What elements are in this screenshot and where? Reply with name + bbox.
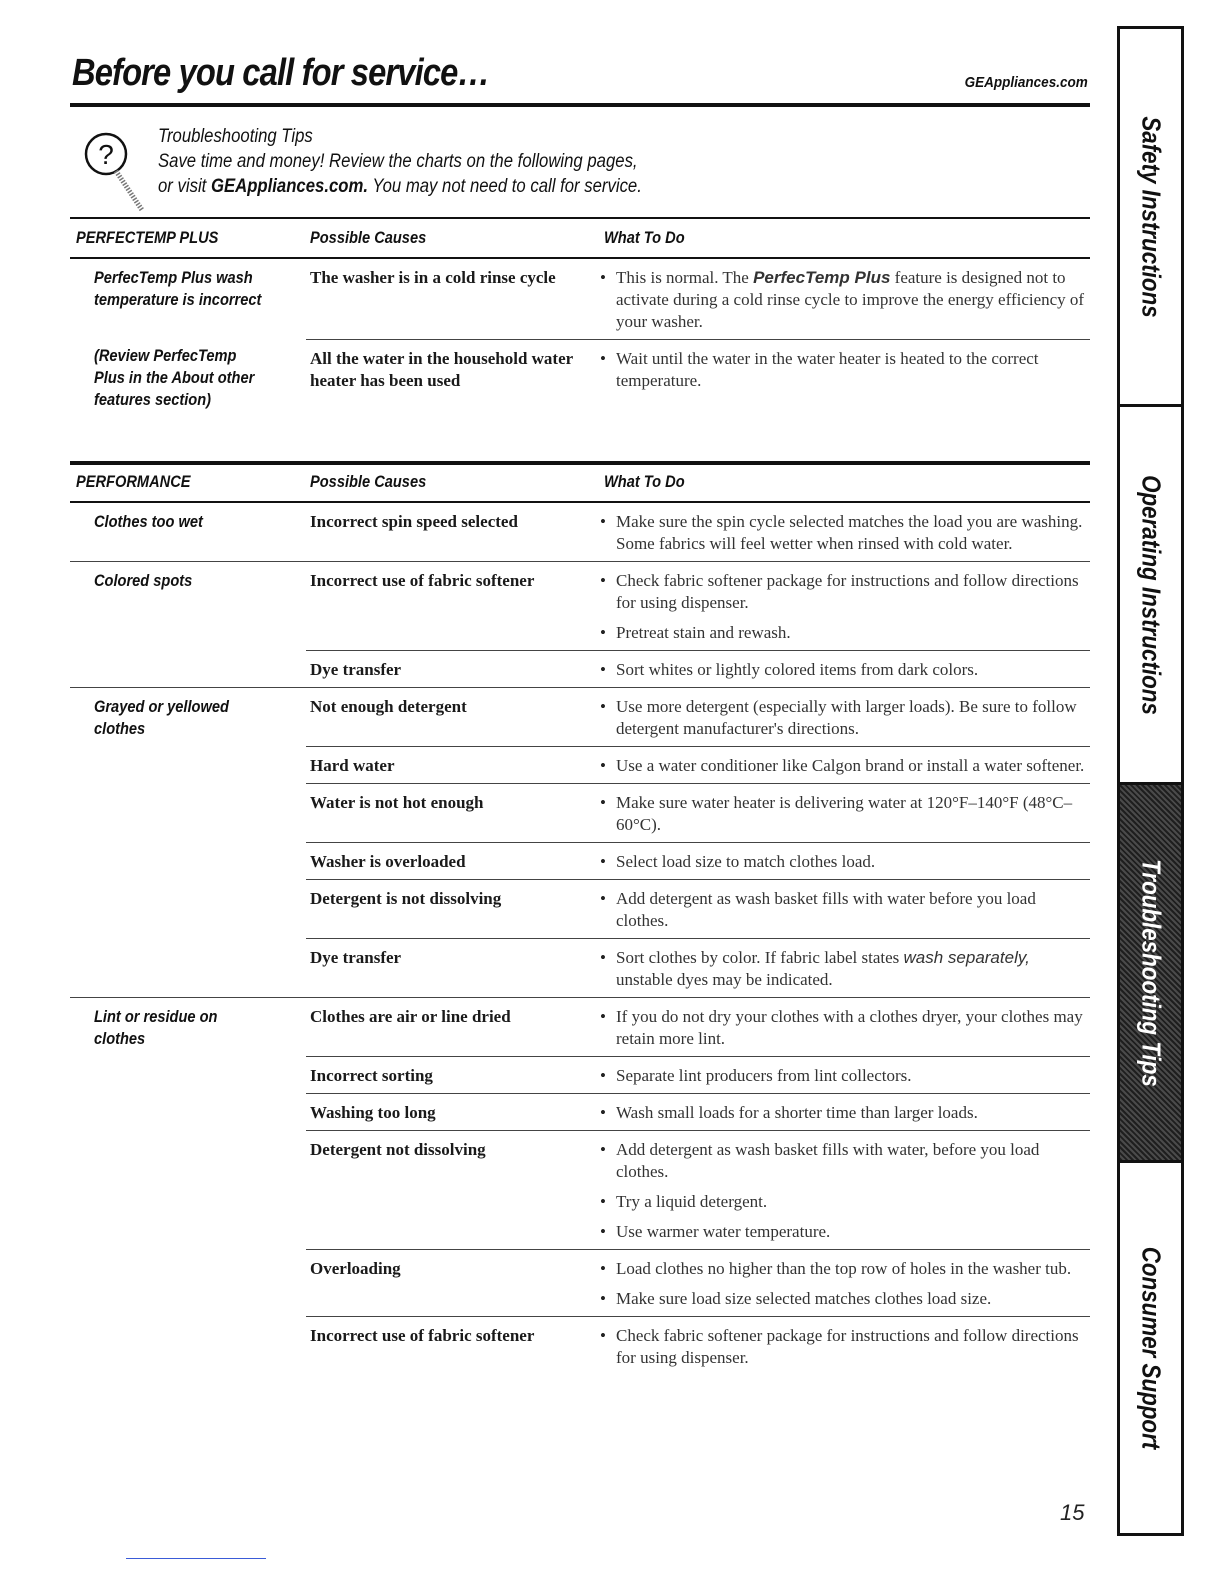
cause-text: Not enough detergent bbox=[310, 697, 467, 716]
action-list bbox=[596, 1317, 1090, 1375]
table-row bbox=[306, 1093, 1090, 1130]
action-item: • Sort whites or lightly colored items from dark colors. bbox=[596, 659, 1090, 681]
problem-note-line: features section) bbox=[94, 390, 212, 409]
table-row bbox=[306, 1316, 1090, 1375]
causes-column-header: Possible Causes bbox=[310, 228, 427, 247]
table-row bbox=[306, 503, 1090, 561]
table-row bbox=[306, 688, 1090, 746]
title-rule bbox=[70, 103, 1090, 107]
question-mark-icon bbox=[82, 118, 152, 214]
action-item: • Use more detergent (especially with larger loads). Be sure to follow detergent manufacturer's directions. bbox=[596, 696, 1090, 740]
table-row bbox=[306, 1056, 1090, 1093]
table-row bbox=[306, 1249, 1090, 1316]
tab-consumer-support[interactable] bbox=[1120, 1163, 1181, 1533]
cause-text: All the water in the household water heater has been used bbox=[310, 349, 573, 390]
action-item: • Use warmer water temperature. bbox=[596, 1221, 1090, 1243]
table-row bbox=[306, 879, 1090, 938]
problem-line: Colored spots bbox=[94, 571, 193, 590]
cause-text: Dye transfer bbox=[310, 660, 402, 679]
table-row bbox=[306, 1130, 1090, 1249]
problem-label bbox=[94, 696, 283, 740]
problem-label bbox=[94, 1006, 283, 1050]
action-item: • Use a water conditioner like Calgon brand or install a water softener. bbox=[596, 755, 1090, 777]
action-text-segment: unstable dyes may be indicated. bbox=[616, 970, 833, 989]
tab-label: Troubleshooting Tips bbox=[1136, 858, 1166, 1087]
cause-text: Incorrect use of fabric softener bbox=[310, 571, 535, 590]
action-item: • Load clothes no higher than the top row of holes in the washer tub. bbox=[596, 1258, 1090, 1280]
action-list bbox=[596, 843, 1090, 879]
action-list bbox=[596, 503, 1090, 561]
cause-text: The washer is in a cold rinse cycle bbox=[310, 268, 556, 287]
table-row bbox=[306, 562, 1090, 650]
tab-label: Operating Instructions bbox=[1136, 474, 1166, 715]
problem-line: PerfecTemp Plus wash bbox=[94, 268, 253, 287]
tab-operating-instructions[interactable] bbox=[1120, 407, 1181, 785]
problem-label bbox=[94, 267, 283, 411]
action-item: • Check fabric softener package for instructions and follow directions for using dispenser. bbox=[596, 1325, 1090, 1369]
action-item: • If you do not dry your clothes with a clothes dryer, your clothes may retain more lint. bbox=[596, 1006, 1090, 1050]
table-row bbox=[306, 783, 1090, 842]
action-text-segment: feature is designed not to activate during a cold rinse cycle to improve the energy efficiency of your washer. bbox=[616, 268, 1085, 331]
action-list bbox=[596, 562, 1090, 650]
action-list bbox=[596, 1094, 1090, 1130]
emphasized-text: wash separately, bbox=[903, 948, 1030, 967]
tips-heading: Troubleshooting Tips bbox=[158, 126, 313, 147]
problem-label bbox=[94, 511, 283, 533]
action-list bbox=[596, 784, 1090, 842]
cause-text: Hard water bbox=[310, 756, 395, 775]
perfectemp-table bbox=[70, 217, 1090, 465]
problem-group bbox=[70, 259, 1090, 465]
table-row bbox=[306, 938, 1090, 997]
tips-line: Save time and money! Review the charts on the following pages, bbox=[158, 151, 638, 172]
tab-safety-instructions[interactable] bbox=[1120, 29, 1181, 407]
tips-text-segment: You may not need to call for service. bbox=[368, 176, 642, 197]
cause-text: Incorrect use of fabric softener bbox=[310, 1326, 535, 1345]
action-list bbox=[596, 340, 1090, 398]
section-tabs bbox=[1117, 26, 1184, 1536]
table-header bbox=[70, 461, 1090, 503]
action-item bbox=[596, 947, 1090, 991]
action-list bbox=[596, 939, 1090, 997]
causes-column-header: Possible Causes bbox=[310, 472, 427, 491]
action-list bbox=[596, 880, 1090, 938]
cause-text: Dye transfer bbox=[310, 948, 402, 967]
action-item: • Check fabric softener package for instructions and follow directions for using dispenser. bbox=[596, 570, 1090, 614]
cause-list bbox=[306, 688, 1090, 997]
cause-list bbox=[306, 562, 1090, 687]
tips-line bbox=[158, 174, 642, 199]
cause-text: Overloading bbox=[310, 1259, 401, 1278]
table-row bbox=[306, 842, 1090, 879]
cause-text: Detergent not dissolving bbox=[310, 1140, 486, 1159]
cause-text: Washer is overloaded bbox=[310, 852, 466, 871]
cause-text: Incorrect spin speed selected bbox=[310, 512, 518, 531]
performance-table-body bbox=[70, 503, 1090, 1375]
action-item: • Make sure the spin cycle selected matches the load you are washing. Some fabrics will feel wetter when rinsed with cold water. bbox=[596, 511, 1090, 555]
action-list bbox=[596, 688, 1090, 746]
cause-list bbox=[306, 503, 1090, 561]
tab-label: Safety Instructions bbox=[1136, 115, 1166, 318]
section-title: PERFORMANCE bbox=[76, 472, 191, 491]
performance-table bbox=[70, 461, 1090, 1375]
cause-text: Clothes are air or line dried bbox=[310, 1007, 511, 1026]
cause-text: Water is not hot enough bbox=[310, 793, 484, 812]
action-list bbox=[596, 1057, 1090, 1093]
action-item: • Make sure load size selected matches clothes load size. bbox=[596, 1288, 1090, 1310]
cause-text: Detergent is not dissolving bbox=[310, 889, 502, 908]
page-title: Before you call for service… bbox=[72, 52, 490, 94]
action-list bbox=[596, 998, 1090, 1056]
action-text-segment: Sort clothes by color. If fabric label states bbox=[616, 948, 904, 967]
problem-group bbox=[70, 503, 1090, 562]
problem-line: temperature is incorrect bbox=[94, 290, 262, 309]
problem-group bbox=[70, 562, 1090, 688]
table-row bbox=[306, 259, 1090, 339]
cause-list bbox=[306, 259, 1090, 463]
action-list bbox=[596, 259, 1090, 339]
table-header bbox=[70, 217, 1090, 259]
section-title: PERFECTEMP PLUS bbox=[76, 228, 219, 247]
tips-text-segment: or visit bbox=[158, 176, 211, 197]
tips-website-link[interactable]: GEAppliances.com. bbox=[210, 176, 369, 197]
tab-troubleshooting-tips[interactable] bbox=[1120, 785, 1181, 1163]
cause-text: Incorrect sorting bbox=[310, 1066, 433, 1085]
action-list bbox=[596, 651, 1090, 687]
tab-label: Consumer Support bbox=[1136, 1246, 1166, 1450]
table-row bbox=[306, 746, 1090, 783]
troubleshooting-tips bbox=[158, 124, 642, 199]
action-list bbox=[596, 747, 1090, 783]
what-to-do-column-header: What To Do bbox=[604, 472, 685, 491]
problem-note-line: (Review PerfecTemp bbox=[94, 346, 237, 365]
cause-list bbox=[306, 998, 1090, 1375]
page-number: 15 bbox=[1060, 1500, 1085, 1525]
action-item: • Wait until the water in the water heater is heated to the correct temperature. bbox=[596, 348, 1090, 392]
problem-label bbox=[94, 570, 283, 592]
action-item: • Separate lint producers from lint collectors. bbox=[596, 1065, 1090, 1087]
problem-group bbox=[70, 688, 1090, 998]
table-row bbox=[306, 998, 1090, 1056]
table-row bbox=[306, 339, 1090, 398]
action-item: • Pretreat stain and rewash. bbox=[596, 622, 1090, 644]
action-item: • Wash small loads for a shorter time than larger loads. bbox=[596, 1102, 1090, 1124]
action-item: • Add detergent as wash basket fills with water before you load clothes. bbox=[596, 888, 1090, 932]
table-row bbox=[306, 650, 1090, 687]
feature-name: PerfecTemp Plus bbox=[753, 268, 891, 287]
action-list bbox=[596, 1250, 1090, 1316]
action-list bbox=[596, 1131, 1090, 1249]
website-label: GEAppliances.com bbox=[964, 74, 1088, 91]
action-item: • Add detergent as wash basket fills with water, before you load clothes. bbox=[596, 1139, 1090, 1183]
svg-text:?: ? bbox=[98, 139, 114, 170]
problem-line: clothes bbox=[94, 719, 146, 738]
problem-line: Grayed or yellowed bbox=[94, 697, 229, 716]
what-to-do-column-header: What To Do bbox=[604, 228, 685, 247]
action-item bbox=[596, 267, 1090, 333]
problem-line: Lint or residue on bbox=[94, 1007, 218, 1026]
action-item: • Try a liquid detergent. bbox=[596, 1191, 1090, 1213]
problem-note-line: Plus in the About other bbox=[94, 368, 255, 387]
action-text-segment: This is normal. The bbox=[616, 268, 754, 287]
action-item: • Make sure water heater is delivering water at 120°F–140°F (48°C–60°C). bbox=[596, 792, 1090, 836]
cause-text: Washing too long bbox=[310, 1103, 436, 1122]
action-item: • Select load size to match clothes load. bbox=[596, 851, 1090, 873]
problem-line: clothes bbox=[94, 1029, 146, 1048]
bottom-rule bbox=[126, 1558, 266, 1559]
problem-line: Clothes too wet bbox=[94, 512, 203, 531]
problem-group bbox=[70, 998, 1090, 1375]
